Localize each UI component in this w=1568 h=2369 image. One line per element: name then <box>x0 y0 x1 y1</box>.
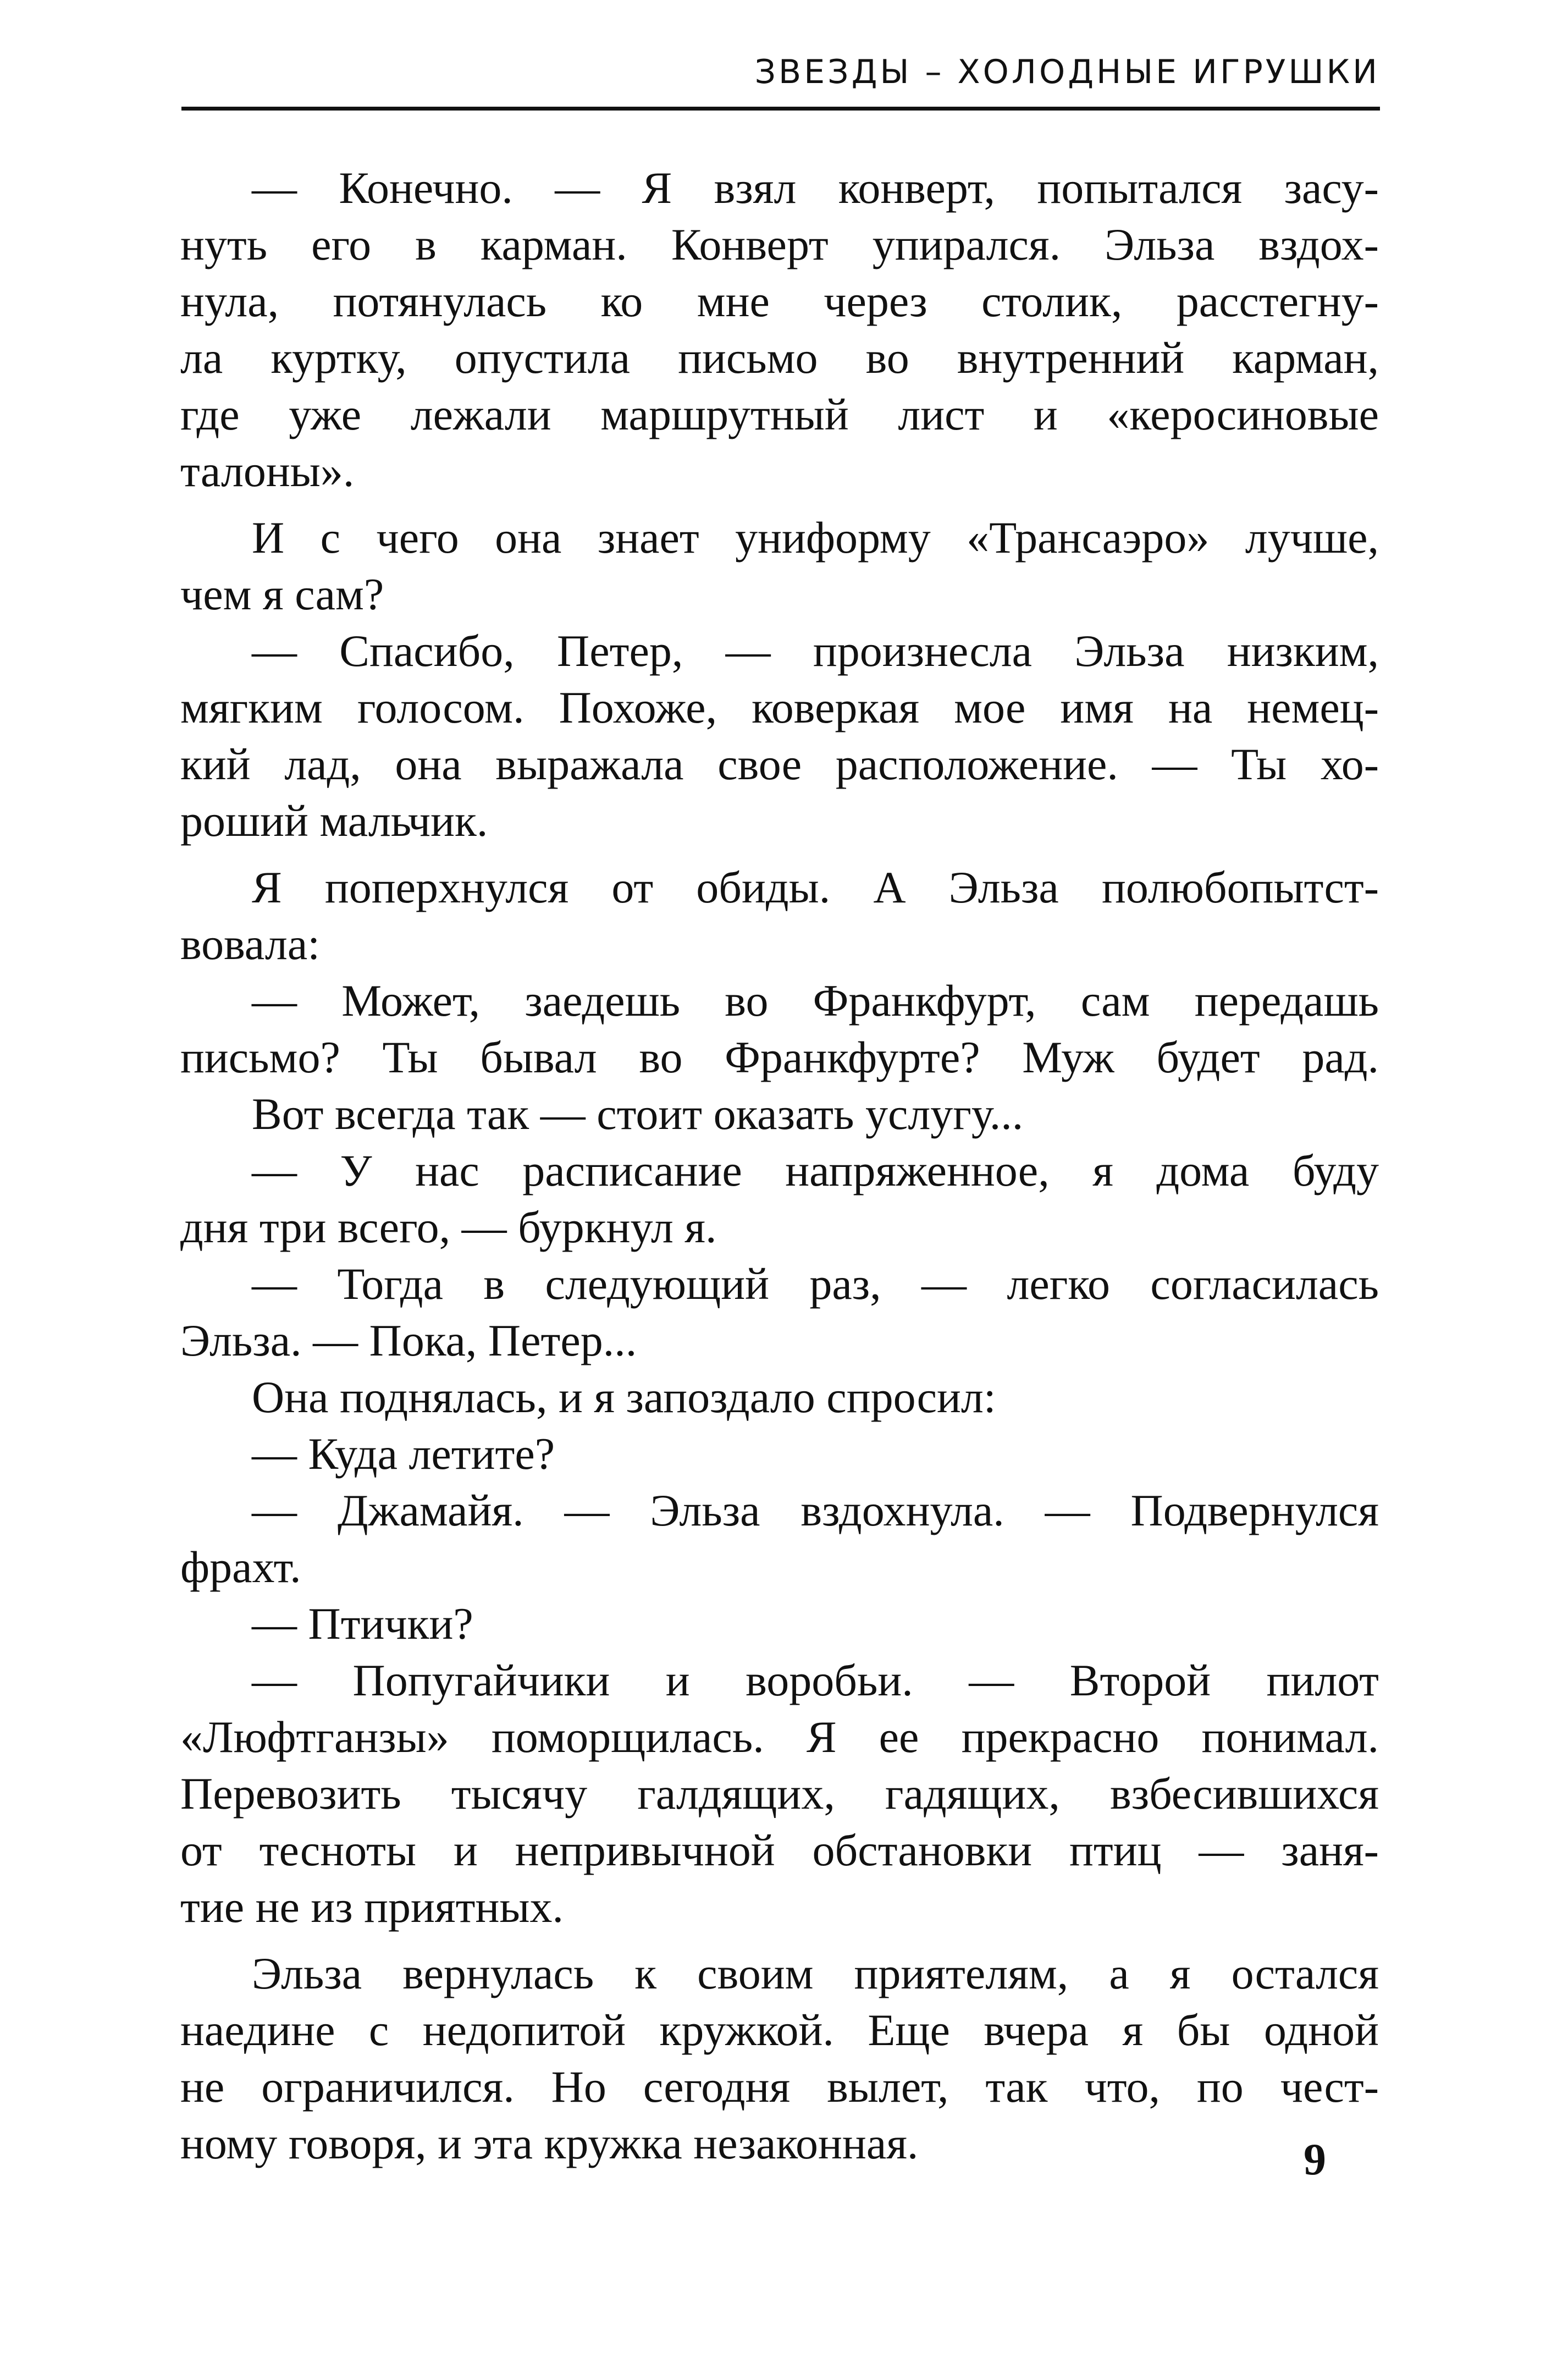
text-line: дня три всего, — буркнул я. <box>180 1202 717 1252</box>
text-line: — Тогда в следующий раз, — легко согласилась <box>252 1259 1379 1309</box>
text-line: роший мальчик. <box>180 796 488 846</box>
text-line: где уже лежали маршрутный лист и «керосиновые <box>180 389 1379 439</box>
text-line: «Люфтганзы» поморщилась. Я ее прекрасно понимал. <box>180 1712 1379 1762</box>
text-line: вовала: <box>180 919 321 969</box>
text-line: Эльза вернулась к своим приятелям, а я остался <box>252 1948 1379 1998</box>
text-line: — Конечно. — Я взял конверт, попытался засу- <box>252 163 1379 213</box>
running-title: ЗВЕЗДЫ – ХОЛОДНЫЕ ИГРУШКИ <box>754 53 1380 91</box>
running-header <box>181 53 1380 113</box>
text-line: нула, потянулась ко мне через столик, расстегну- <box>180 276 1379 326</box>
text-line: фрахт. <box>180 1542 301 1592</box>
text-line: наедине с недопитой кружкой. Еще вчера я бы одной <box>180 2005 1379 2055</box>
text-line: Она поднялась, и я запоздало спросил: <box>252 1372 996 1422</box>
text-line: от тесноты и непривычной обстановки птиц — заня- <box>180 1825 1379 1875</box>
text-line: — Куда летите? <box>252 1429 555 1479</box>
text-line: талоны». <box>180 446 355 496</box>
text-line: — Птички? <box>252 1599 473 1649</box>
text-line: чем я сам? <box>180 569 384 619</box>
text-line: Я поперхнулся от обиды. А Эльза полюбопытст- <box>252 862 1379 912</box>
text-line: — Может, заедешь во Франкфурт, сам передашь <box>252 976 1379 1026</box>
text-line: — У нас расписание напряженное, я дома буду <box>252 1145 1379 1195</box>
text-line: — Джамайя. — Эльза вздохнула. — Подвернулся <box>252 1485 1379 1535</box>
page-number: 9 <box>1304 2134 1326 2184</box>
text-line: ла куртку, опустила письмо во внутренний карман, <box>180 333 1379 383</box>
text-line: нуть его в карман. Конверт упирался. Эльза вздох- <box>180 219 1379 269</box>
body-text <box>180 159 1379 2172</box>
text-line: — Попугайчики и воробьи. — Второй пилот <box>252 1655 1379 1705</box>
text-line: И с чего она знает униформу «Трансаэро» лучше, <box>252 513 1379 563</box>
text-line: не ограничился. Но сегодня вылет, так что, по чест- <box>180 2062 1379 2112</box>
text-line: Вот всегда так — стоит оказать услугу... <box>252 1089 1024 1139</box>
text-line: — Спасибо, Петер, — произнесла Эльза низким, <box>252 626 1379 676</box>
text-line: кий лад, она выражала свое расположение. — Ты хо- <box>180 739 1379 789</box>
text-line: Эльза. — Пока, Петер... <box>180 1315 637 1365</box>
text-line: письмо? Ты бывал во Франкфурте? Муж будет рад. <box>180 1032 1379 1082</box>
text-line: Перевозить тысячу галдящих, гадящих, взбесившихся <box>180 1769 1379 1819</box>
text-line: мягким голосом. Похоже, коверкая мое имя на немец- <box>180 682 1379 732</box>
header-rule <box>181 107 1380 111</box>
text-line: тие не из приятных. <box>180 1882 564 1932</box>
text-line: ному говоря, и эта кружка незаконная. <box>180 2118 919 2168</box>
